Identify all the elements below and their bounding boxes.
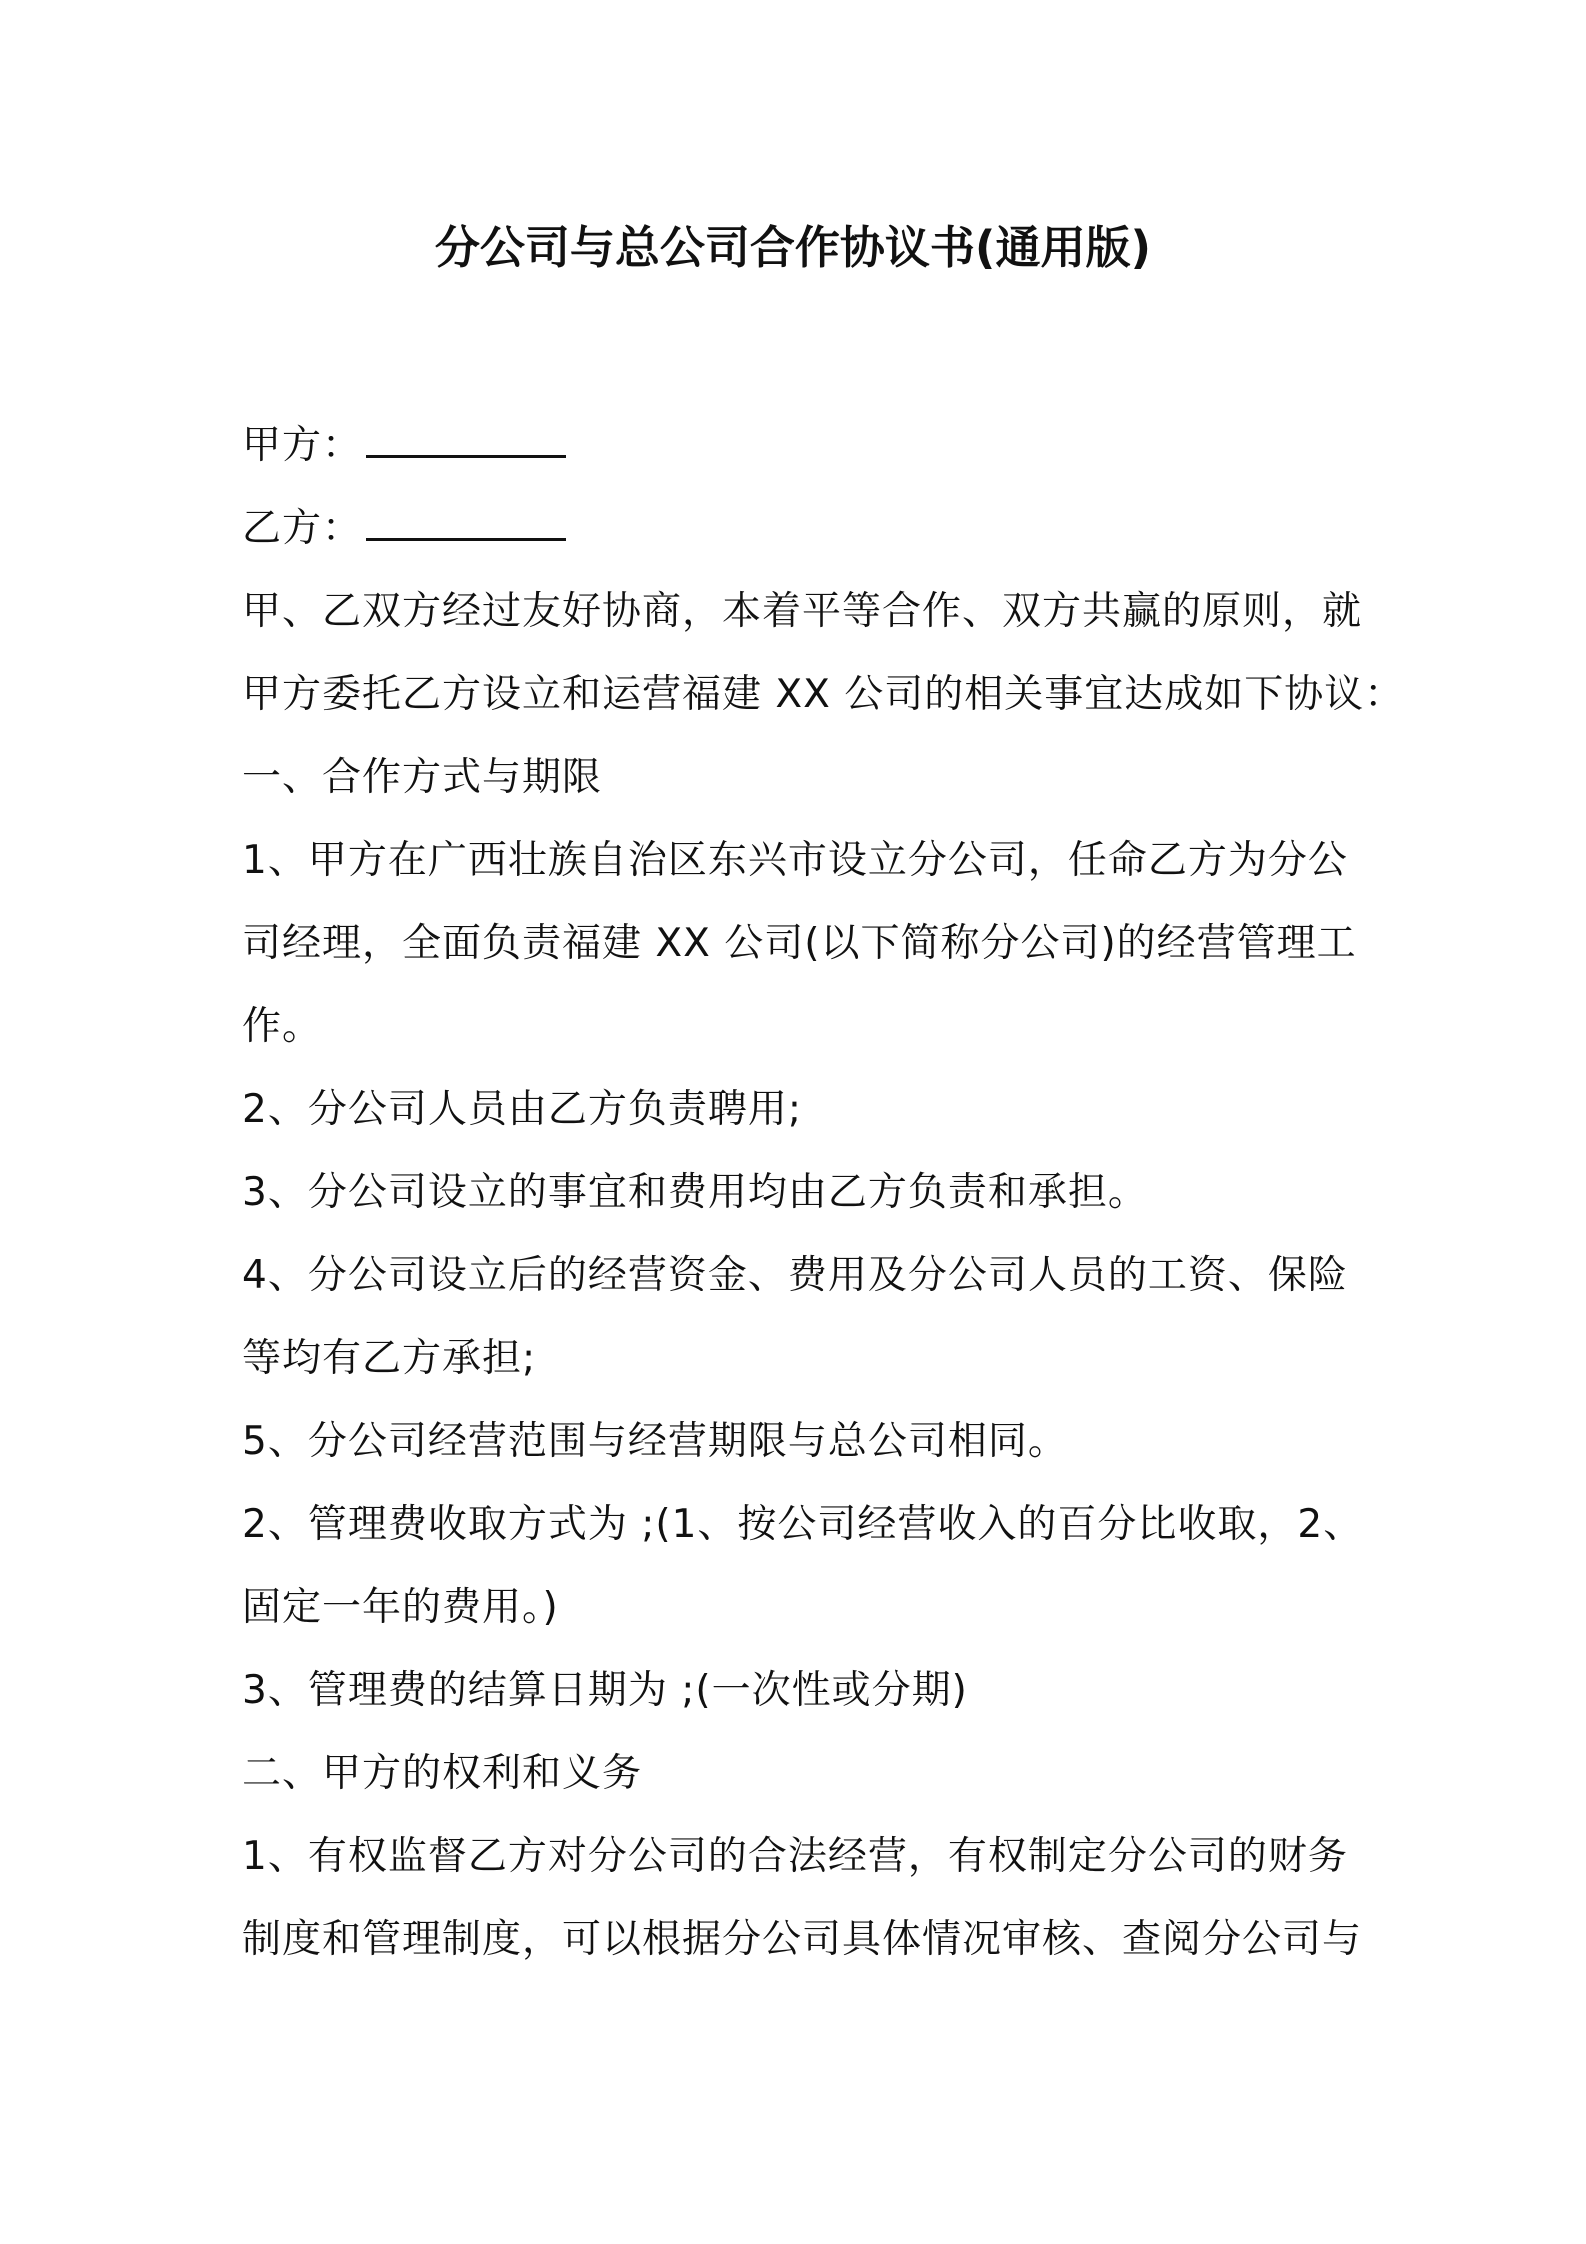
paragraph-line: 等均有乙方承担; bbox=[242, 1336, 537, 1381]
paragraph-line: 5、分公司经营范围与经营期限与总公司相同。 bbox=[242, 1419, 1068, 1464]
section-heading: 二、甲方的权利和义务 bbox=[242, 1751, 643, 1796]
document-title: 分公司与总公司合作协议书(通用版) bbox=[434, 221, 1152, 274]
party-a-line bbox=[242, 404, 1362, 487]
party-b-label: 乙方： bbox=[242, 506, 363, 551]
paragraph-line: 制度和管理制度，可以根据分公司具体情况审核、查阅分公司与 bbox=[242, 1917, 1363, 1962]
paragraph-line: 司经理，全面负责福建 XX 公司(以下简称分公司)的经营管理工 bbox=[242, 921, 1357, 966]
party-a-label: 甲方： bbox=[242, 423, 363, 468]
party-b-blank bbox=[366, 492, 566, 541]
section-heading: 一、合作方式与期限 bbox=[242, 755, 603, 800]
paragraph-line: 固定一年的费用。) bbox=[242, 1585, 559, 1630]
paragraph-line: 2、分公司人员由乙方负责聘用; bbox=[242, 1087, 802, 1132]
paragraph-line: 作。 bbox=[242, 1004, 323, 1049]
paragraph-line: 2、管理费收取方式为 ;(1、按公司经营收入的百分比收取，2、 bbox=[242, 1502, 1364, 1547]
paragraph-line: 甲方委托乙方设立和运营福建 XX 公司的相关事宜达成如下协议： bbox=[242, 672, 1405, 717]
paragraph-line: 1、有权监督乙方对分公司的合法经营，有权制定分公司的财务 bbox=[242, 1834, 1348, 1879]
party-b-line bbox=[242, 487, 1362, 570]
paragraph-line: 甲、乙双方经过友好协商，本着平等合作、双方共赢的原则，就 bbox=[242, 589, 1363, 634]
paragraph-line: 3、管理费的结算日期为 ;(一次性或分期) bbox=[242, 1668, 968, 1713]
paragraph-line: 3、分公司设立的事宜和费用均由乙方负责和承担。 bbox=[242, 1170, 1148, 1215]
paragraph-line: 4、分公司设立后的经营资金、费用及分公司人员的工资、保险 bbox=[242, 1253, 1348, 1298]
document-body bbox=[242, 404, 1405, 1981]
party-a-blank bbox=[366, 409, 566, 458]
paragraph-line: 1、甲方在广西壮族自治区东兴市设立分公司，任命乙方为分公 bbox=[242, 838, 1348, 883]
